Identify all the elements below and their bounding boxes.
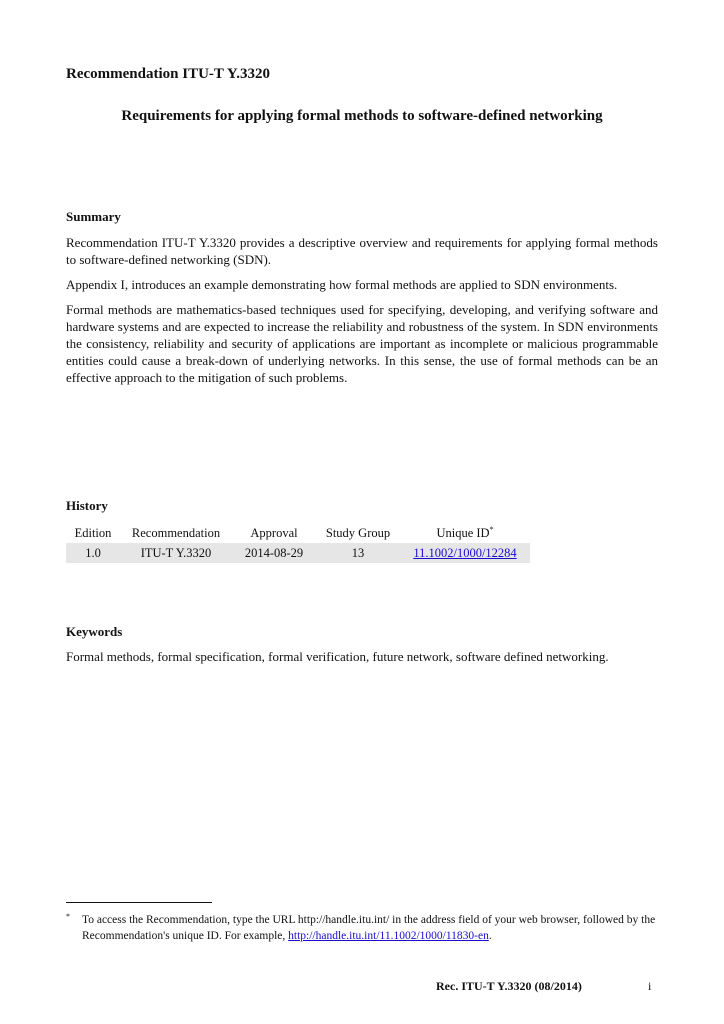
keywords-heading: Keywords [66, 624, 123, 639]
page-number: i [648, 979, 652, 993]
unique-id-footnote-mark: * [489, 524, 494, 534]
column-header-recommendation: Recommendation [131, 525, 221, 540]
history-header-row [66, 523, 530, 543]
history-heading: History [66, 498, 108, 513]
footnote-text-end: . [488, 930, 492, 942]
cell-study-group: 13 [351, 545, 365, 560]
footnote-mark: * [66, 912, 70, 921]
footnote-example-link[interactable]: http://handle.itu.int/11.1002/1000/11830-en [288, 930, 489, 942]
unique-id-label: Unique ID [436, 525, 490, 540]
table-row [66, 543, 530, 563]
footnote [66, 912, 660, 944]
recommendation-title: Recommendation ITU-T Y.3320 [66, 66, 271, 82]
summary-paragraph: Appendix I, introduces an example demonstrating how formal methods are applied to SDN environments. [66, 277, 618, 292]
cell-approval: 2014-08-29 [244, 545, 304, 560]
page-footer-reference: Rec. ITU-T Y.3320 (08/2014) [436, 979, 582, 993]
column-header-unique-id [400, 523, 530, 543]
keywords-text: Formal methods, formal specification, formal verification, future network, software defined networking. [66, 649, 609, 664]
column-header-approval: Approval [250, 525, 298, 540]
footnote-text-main: To access the Recommendation, type the URL http://handle.itu.int/ in the address field of your web browser, followed by the Recommendation's unique ID. For example, [82, 914, 656, 942]
summary-heading: Summary [66, 209, 121, 224]
cell-recommendation: ITU-T Y.3320 [140, 545, 212, 560]
document-title: Requirements for applying formal methods to software-defined networking [121, 108, 603, 124]
summary-body [66, 234, 658, 394]
footnote-divider [66, 902, 212, 903]
cell-edition: 1.0 [85, 545, 101, 560]
history-table [66, 523, 530, 563]
column-header-edition: Edition [74, 525, 112, 540]
footnote-text [82, 912, 660, 944]
unique-id-link[interactable]: 11.1002/1000/12284 [413, 545, 517, 560]
summary-paragraph: Formal methods are mathematics-based techniques used for specifying, developing, and verifying software and hardware systems and are expected to increase the reliability and robustness of the system. In SDN environments the consistency, reliability and security of applications are important as incomplete or malicious programmable entities could cause a break-down of underlying networks. In this sense, the use of formal methods can be an effective approach to the mitigation of such problems. [66, 302, 658, 385]
column-header-study-group: Study Group [325, 525, 391, 540]
cell-unique-id [400, 543, 530, 563]
summary-paragraph: Recommendation ITU-T Y.3320 provides a descriptive overview and requirements for applying formal methods to software-defined networking (SDN). [66, 235, 658, 267]
